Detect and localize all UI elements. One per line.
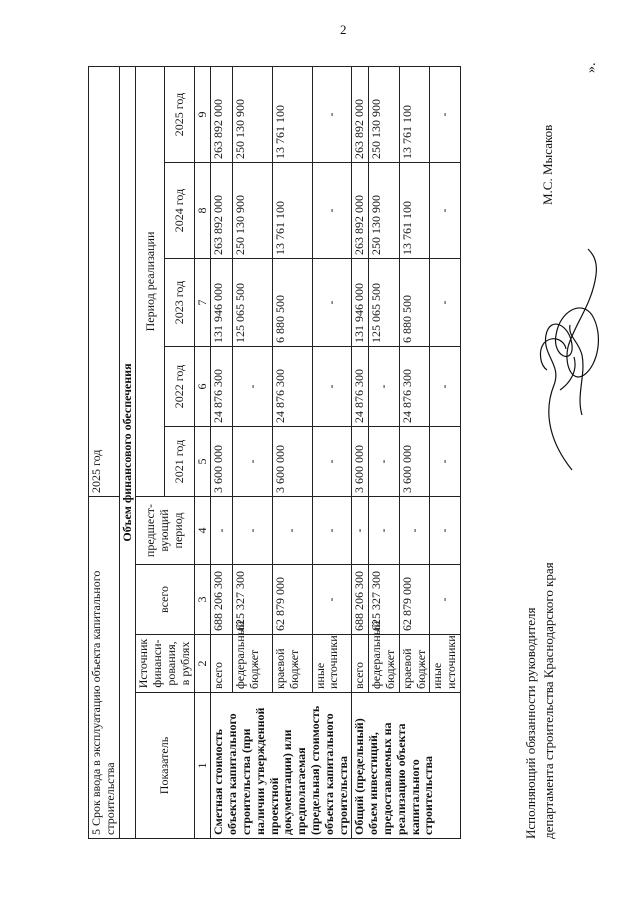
header-row-1 bbox=[136, 67, 165, 839]
value-cell: 250 130 900 bbox=[233, 67, 273, 163]
header-total: всего bbox=[136, 565, 194, 635]
col-number: 2 bbox=[194, 635, 211, 693]
value-cell: - bbox=[430, 347, 461, 427]
value-cell: - bbox=[430, 67, 461, 163]
header-2024: 2024 год bbox=[165, 163, 194, 259]
signer-position-line-1: Исполняющий обязанности руководителя bbox=[523, 607, 538, 839]
value-cell: - bbox=[211, 497, 233, 565]
source-cell: всего bbox=[211, 635, 233, 693]
value-cell: - bbox=[272, 497, 312, 565]
value-cell: 688 206 300 bbox=[352, 565, 369, 635]
header-2023: 2023 год bbox=[165, 259, 194, 347]
header-period: Период реализации bbox=[136, 67, 165, 497]
value-cell: 263 892 000 bbox=[211, 67, 233, 163]
header-2021: 2021 год bbox=[165, 427, 194, 497]
value-cell: 625 327 300 bbox=[233, 565, 273, 635]
value-cell: 3 600 000 bbox=[352, 427, 369, 497]
value-cell: 250 130 900 bbox=[369, 163, 400, 259]
value-cell: 125 065 500 bbox=[233, 259, 273, 347]
section-title: Объем финансового обеспечения bbox=[119, 67, 136, 839]
value-cell: 125 065 500 bbox=[369, 259, 400, 347]
source-cell: всего bbox=[352, 635, 369, 693]
commissioning-row bbox=[89, 67, 120, 839]
value-cell: - bbox=[430, 259, 461, 347]
commissioning-num: 5 bbox=[89, 829, 103, 835]
header-source: Источник финанси-рования, в рублях bbox=[136, 635, 194, 693]
value-cell: 263 892 000 bbox=[352, 67, 369, 163]
commissioning-label: Срок ввода в эксплуатацию объекта капитального строительства bbox=[89, 570, 117, 835]
table-row bbox=[352, 67, 369, 839]
header-indicator: Показатель bbox=[136, 693, 194, 839]
source-cell: федеральный бюджет bbox=[233, 635, 273, 693]
value-cell: - bbox=[312, 259, 352, 347]
value-cell: - bbox=[233, 427, 273, 497]
value-cell: - bbox=[369, 347, 400, 427]
value-cell: 24 876 300 bbox=[352, 347, 369, 427]
signer-position-line-2: департамента строительства Краснодарского края bbox=[540, 562, 556, 839]
value-cell: 6 880 500 bbox=[399, 259, 430, 347]
source-cell: иные источники bbox=[312, 635, 352, 693]
section-title-row bbox=[119, 67, 136, 839]
value-cell: - bbox=[312, 427, 352, 497]
value-cell: 13 761 100 bbox=[399, 163, 430, 259]
value-cell: 3 600 000 bbox=[211, 427, 233, 497]
header-prev-period: предшест-вующий период bbox=[136, 497, 194, 565]
group-label-estimated-cost: Сметная стоимость объекта капитального строительства (при наличии утвержденной проектной документации) или предполагаемая (предельная) стоимость объекта капитального строительства bbox=[211, 693, 352, 839]
value-cell: 263 892 000 bbox=[352, 163, 369, 259]
value-cell: 62 879 000 bbox=[272, 565, 312, 635]
source-cell: иные источники bbox=[430, 635, 461, 693]
value-cell: 13 761 100 bbox=[272, 163, 312, 259]
value-cell: - bbox=[233, 347, 273, 427]
header-2022: 2022 год bbox=[165, 347, 194, 427]
column-numbers-row bbox=[194, 67, 211, 839]
value-cell: - bbox=[312, 565, 352, 635]
signer-block bbox=[522, 562, 557, 839]
value-cell: 6 880 500 bbox=[272, 259, 312, 347]
col-number: 4 bbox=[194, 497, 211, 565]
value-cell: - bbox=[369, 427, 400, 497]
col-number: 3 bbox=[194, 565, 211, 635]
value-cell: 3 600 000 bbox=[272, 427, 312, 497]
value-cell: 24 876 300 bbox=[211, 347, 233, 427]
value-cell: 625 327 300 bbox=[369, 565, 400, 635]
col-number: 9 bbox=[194, 67, 211, 163]
commissioning-year: 2025 год bbox=[89, 67, 120, 497]
value-cell: - bbox=[312, 67, 352, 163]
value-cell: 250 130 900 bbox=[233, 163, 273, 259]
col-number: 8 bbox=[194, 163, 211, 259]
value-cell: - bbox=[430, 565, 461, 635]
value-cell: - bbox=[430, 163, 461, 259]
value-cell: 3 600 000 bbox=[399, 427, 430, 497]
value-cell: - bbox=[430, 427, 461, 497]
col-number: 6 bbox=[194, 347, 211, 427]
source-cell: краевой бюджет bbox=[399, 635, 430, 693]
value-cell: 24 876 300 bbox=[272, 347, 312, 427]
value-cell: - bbox=[430, 497, 461, 565]
col-number: 5 bbox=[194, 427, 211, 497]
value-cell: 688 206 300 bbox=[211, 565, 233, 635]
financing-table bbox=[88, 66, 461, 839]
value-cell: - bbox=[312, 347, 352, 427]
value-cell: 62 879 000 bbox=[399, 565, 430, 635]
source-cell: краевой бюджет bbox=[272, 635, 312, 693]
group-label-total-investment: Общий (предельный) объем инвестиций, предоставляемых на реализацию объекта капитального строительства bbox=[352, 693, 461, 839]
signer-name: М.С. Мысаков bbox=[540, 124, 555, 205]
signature-image bbox=[512, 245, 622, 475]
value-cell: - bbox=[312, 497, 352, 565]
value-cell: 250 130 900 bbox=[369, 67, 400, 163]
table-row bbox=[211, 67, 233, 839]
value-cell: - bbox=[352, 497, 369, 565]
value-cell: - bbox=[233, 497, 273, 565]
value-cell: - bbox=[369, 497, 400, 565]
value-cell: 131 946 000 bbox=[352, 259, 369, 347]
value-cell: 13 761 100 bbox=[272, 67, 312, 163]
value-cell: 263 892 000 bbox=[211, 163, 233, 259]
value-cell: 24 876 300 bbox=[399, 347, 430, 427]
commissioning-label-cell bbox=[89, 497, 120, 839]
value-cell: 131 946 000 bbox=[211, 259, 233, 347]
value-cell: - bbox=[399, 497, 430, 565]
value-cell: 13 761 100 bbox=[399, 67, 430, 163]
header-2025: 2025 год bbox=[165, 67, 194, 163]
value-cell: - bbox=[312, 163, 352, 259]
source-cell: федеральный бюджет bbox=[369, 635, 400, 693]
closing-quote: ». bbox=[584, 62, 599, 73]
col-number: 7 bbox=[194, 259, 211, 347]
col-number: 1 bbox=[194, 693, 211, 839]
page-number: 2 bbox=[340, 22, 347, 37]
